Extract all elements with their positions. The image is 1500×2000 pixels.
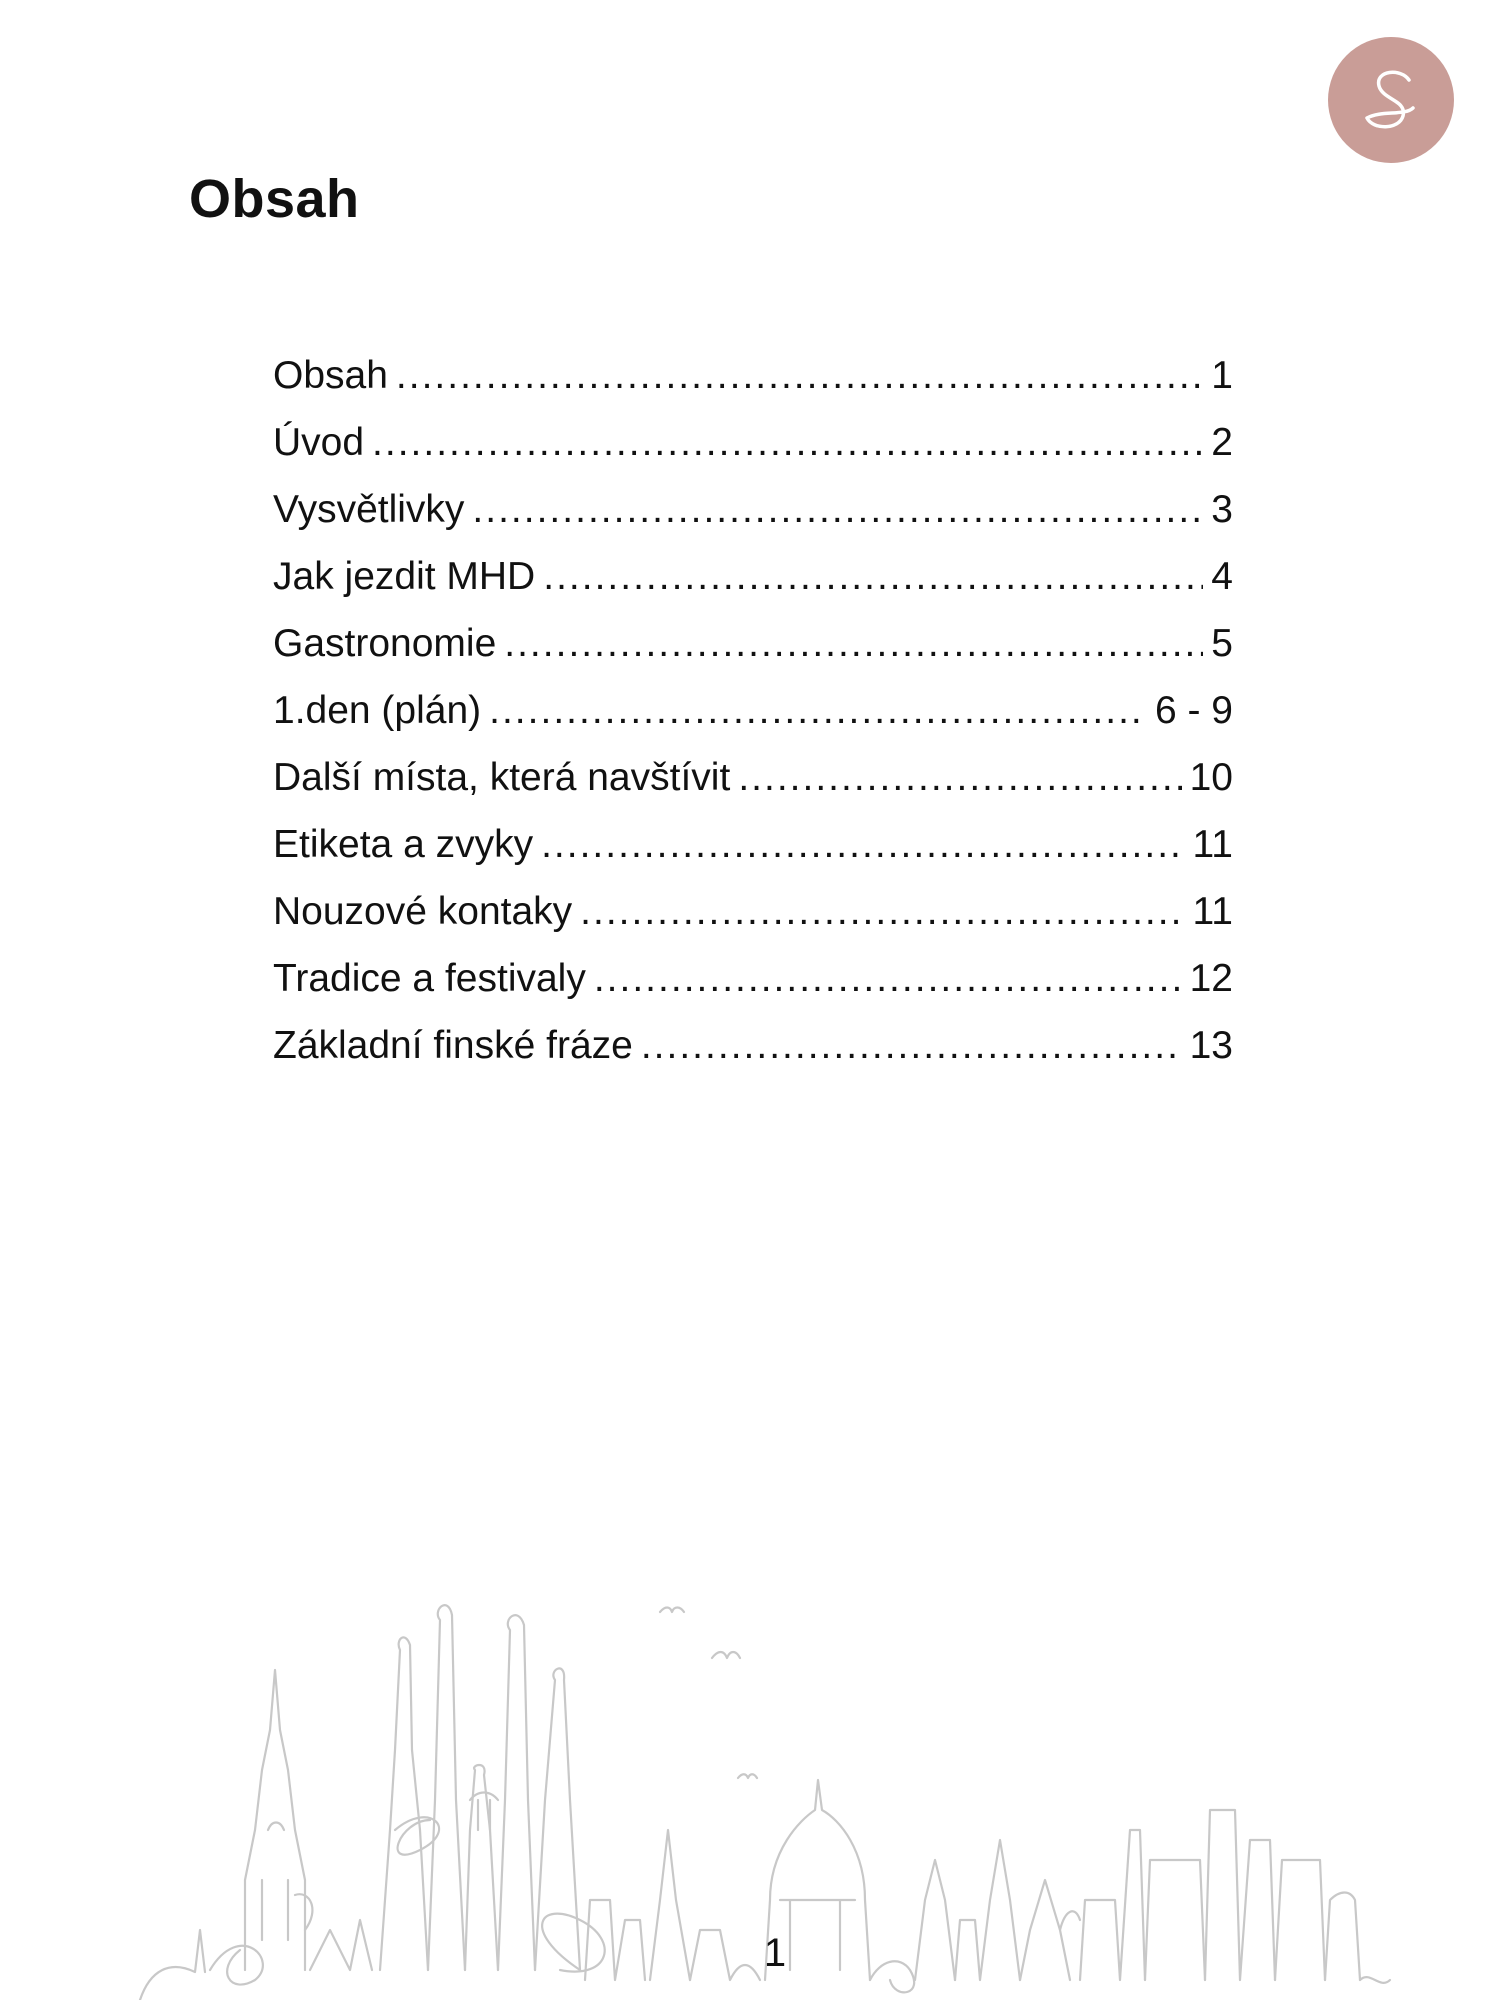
toc-entry[interactable] [273,476,1233,543]
toc-dot-leader [594,945,1182,1012]
logo-s-icon [1351,60,1431,140]
logo-badge [1328,37,1454,163]
toc-entry[interactable] [273,811,1233,878]
page-number: 1 [763,1931,787,1975]
toc-dot-leader [504,610,1203,677]
page-title: Obsah [189,169,360,229]
toc-dot-leader [396,342,1203,409]
toc-entry[interactable] [273,342,1233,409]
toc-entry[interactable] [273,677,1233,744]
toc-entry-page-number: 10 [1189,756,1233,799]
toc-entry-label: Nouzové kontaky [273,890,573,933]
toc-entry-page-number: 5 [1211,622,1233,665]
toc-entry[interactable] [273,945,1233,1012]
toc-dot-leader [543,543,1203,610]
toc-entry-label: Vysvětlivky [273,488,465,531]
toc-entry-label: Úvod [273,421,365,464]
toc-entry-label: Základní finské fráze [273,1024,633,1067]
table-of-contents [273,342,1233,1079]
toc-entry[interactable] [273,409,1233,476]
toc-entry-page-number: 6 - 9 [1154,689,1233,732]
toc-entry-page-number: 11 [1192,823,1233,866]
toc-entry[interactable] [273,543,1233,610]
toc-entry[interactable] [273,878,1233,945]
toc-dot-leader [489,677,1147,744]
toc-dot-leader [372,409,1203,476]
toc-dot-leader [641,1012,1182,1079]
toc-entry[interactable] [273,744,1233,811]
toc-entry-label: Gastronomie [273,622,497,665]
toc-entry[interactable] [273,1012,1233,1079]
toc-entry-label: Další místa, která navštívit [273,756,731,799]
toc-entry-page-number: 1 [1211,354,1233,397]
toc-entry-label: 1.den (plán) [273,689,482,732]
toc-entry-label: Jak jezdit MHD [273,555,536,598]
toc-entry-label: Obsah [273,354,388,397]
toc-entry-page-number: 3 [1211,488,1233,531]
toc-entry[interactable] [273,610,1233,677]
toc-dot-leader [472,476,1203,543]
toc-dot-leader [738,744,1181,811]
city-skyline-illustration [0,1500,1500,2000]
toc-entry-page-number: 11 [1192,890,1233,933]
toc-entry-label: Etiketa a zvyky [273,823,534,866]
toc-entry-page-number: 2 [1211,421,1233,464]
toc-entry-page-number: 12 [1189,957,1233,1000]
toc-dot-leader [541,811,1184,878]
toc-entry-page-number: 4 [1211,555,1233,598]
toc-entry-label: Tradice a festivaly [273,957,586,1000]
toc-dot-leader [580,878,1184,945]
toc-entry-page-number: 13 [1189,1024,1233,1067]
